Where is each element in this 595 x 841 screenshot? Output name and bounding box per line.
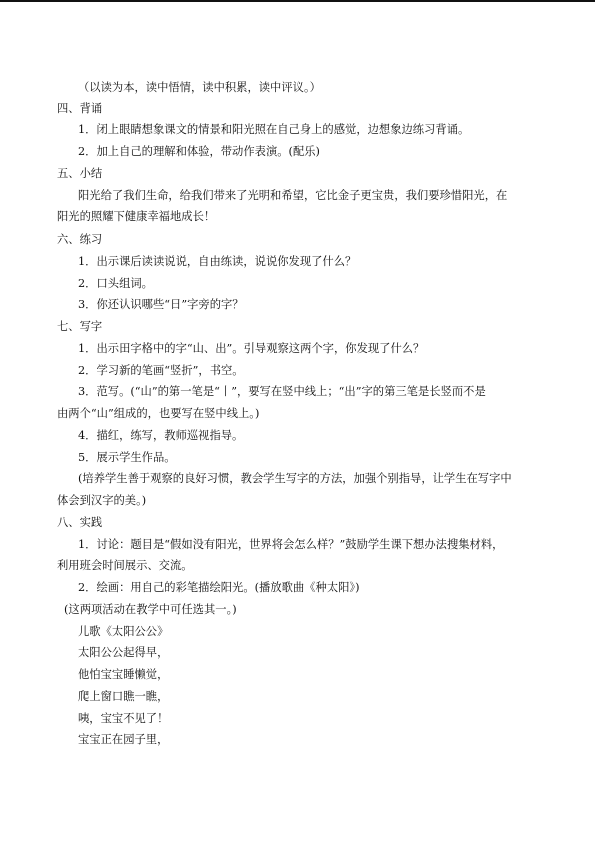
activity-item-2: 2．绘画：用自己的彩笔描绘阳光。(播放歌曲《种太阳》) [78,581,360,594]
writing-item-3-line-1: 3．范写。(“山”的第一笔是“丨”，要写在竖中线上；“出”字的第三笔是长竖而不是 [78,385,486,398]
practice-item-2: 2．口头组词。 [78,277,153,290]
method-note: （以读为本，读中悟情，读中积累，读中评议。） [78,81,321,94]
recite-item-1: 1．闭上眼睛想象课文的情景和阳光照在自己身上的感觉，边想象边练习背诵。 [78,123,470,136]
poem-line-2: 他怕宝宝睡懒觉， [78,668,169,681]
writing-item-4: 4．描红，练写，教师巡视指导。 [78,429,244,442]
activity-item-1-line-1: 1．讨论：题目是“假如没有阳光，世界将会怎么样？”鼓励学生课下想办法搜集材料， [78,538,504,551]
practice-item-3: 3．你还认识哪些“日”字旁的字？ [78,298,244,311]
summary-paragraph-line-1: 阳光给了我们生命，给我们带来了光明和希望，它比金子更宝贵，我们要珍惜阳光，在 [78,189,508,202]
writing-item-1: 1．出示田字格中的字“山、出”。引导观察这两个字，你发现了什么？ [78,342,425,355]
writing-note-line-1: (培养学生善于观察的良好习惯，教会学生写字的方法，加强个别指导，让学生在写字中 [78,472,512,485]
practice-item-1: 1．出示课后读读说说，自由练读，说说你发现了什么？ [78,255,357,268]
poem-line-5: 宝宝正在园子里， [78,733,169,746]
poem-line-4: 咦，宝宝不见了！ [78,712,169,725]
writing-item-3-line-2: 由两个“山”组成的，也要写在竖中线上。) [57,407,260,420]
activity-note: (这两项活动在教学中可任选其一。) [64,603,237,616]
activity-item-1-line-2: 利用班会时间展示、交流。 [57,559,193,572]
section-heading-practice: 六、练习 [57,233,103,246]
poem-title: 儿歌《太阳公公》 [78,625,169,638]
section-heading-activity: 八、实践 [57,516,103,529]
writing-item-5: 5．展示学生作品。 [78,451,176,464]
poem-line-3: 爬上窗口瞧一瞧， [78,690,169,703]
summary-paragraph-line-2: 阳光的照耀下健康幸福地成长！ [57,210,216,223]
poem-line-1: 太阳公公起得早， [78,646,169,659]
section-heading-summary: 五、小结 [57,167,103,180]
writing-note-line-2: 体会到汉字的美。) [57,494,147,507]
recite-item-2: 2．加上自己的理解和体验，带动作表演。(配乐) [78,145,320,158]
section-heading-recite: 四、背诵 [57,102,103,115]
section-heading-writing: 七、写字 [57,320,103,333]
header-rule [0,0,595,2]
writing-item-2: 2．学习新的笔画“竖折”，书空。 [78,364,244,377]
